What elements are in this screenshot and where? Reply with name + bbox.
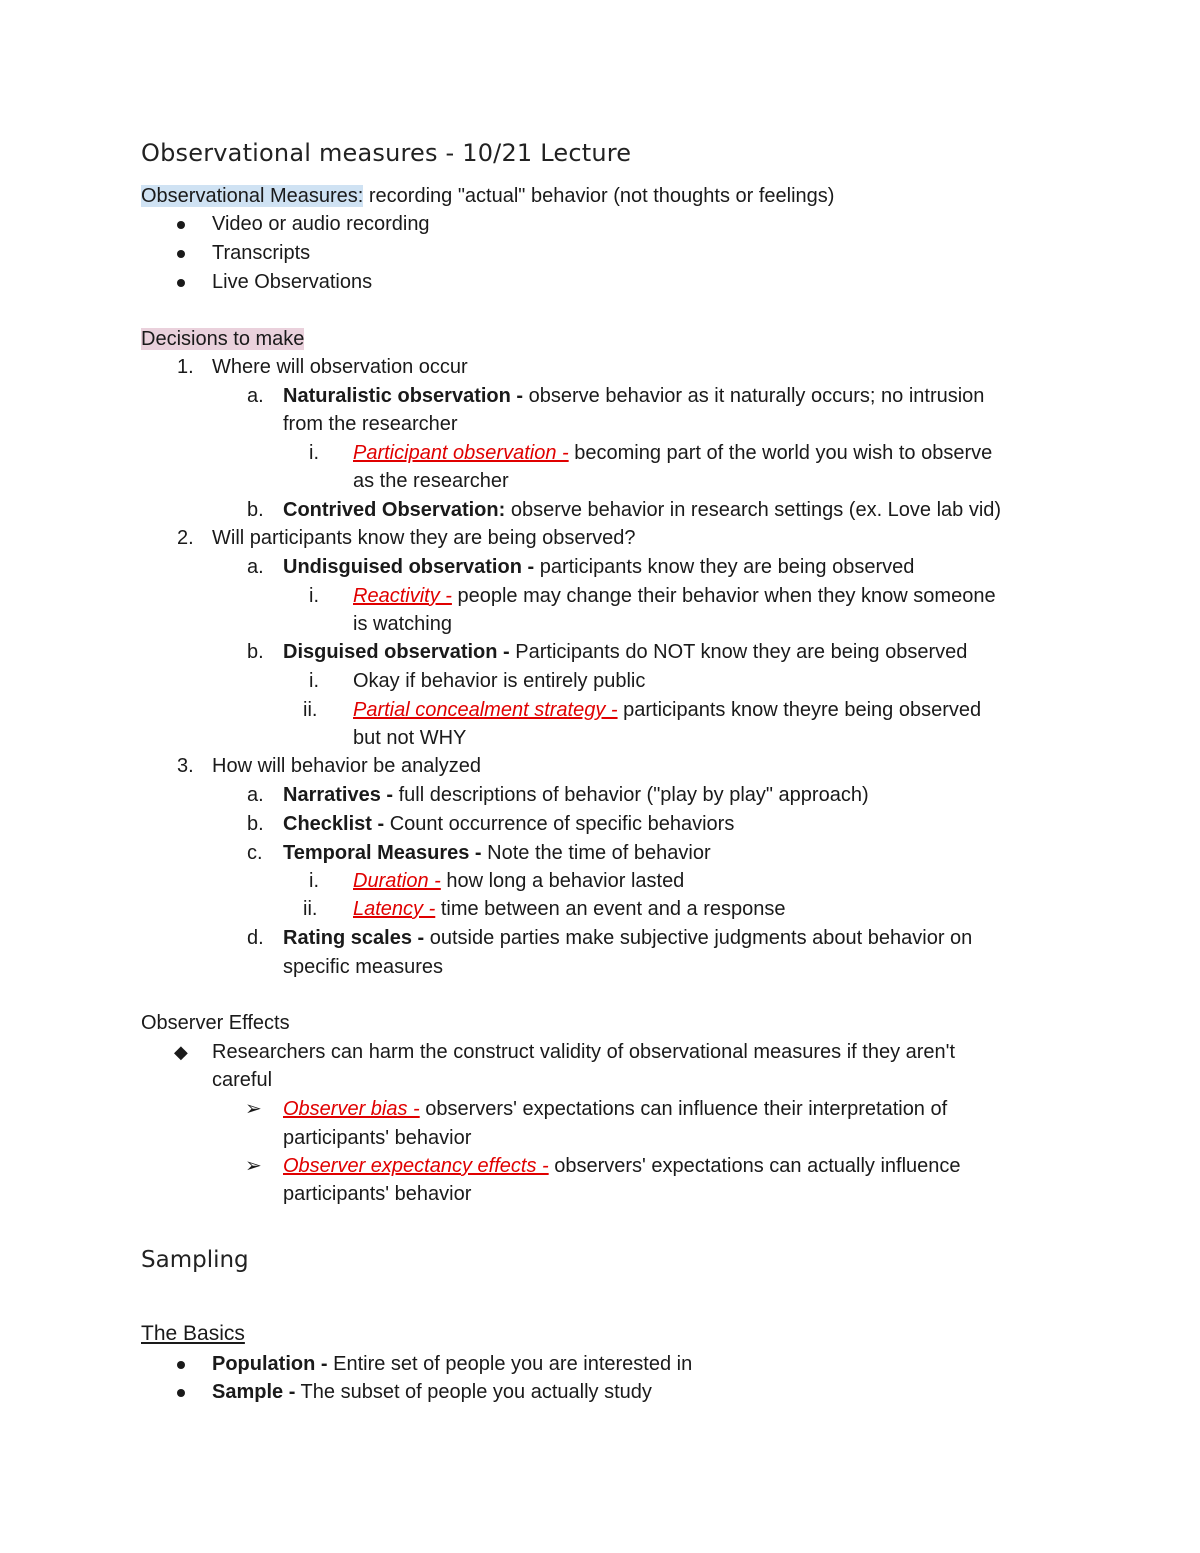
- sampling-heading: Sampling: [141, 1247, 249, 1273]
- narratives-line: Narratives - full descriptions of behavior ("play by play" approach): [283, 784, 869, 806]
- reactivity-line-2: is watching: [353, 613, 452, 635]
- list-item: Transcripts: [212, 242, 311, 264]
- population-line: Population - Entire set of people you are interested in: [212, 1353, 693, 1375]
- question-2: Will participants know they are being observed?: [212, 527, 636, 549]
- list-letter: a.: [247, 385, 264, 407]
- naturalistic-line-2: from the researcher: [283, 413, 458, 435]
- list-letter: a.: [247, 556, 264, 578]
- contrived-line: Contrived Observation: observe behavior in research settings (ex. Love lab vid): [283, 499, 1002, 521]
- list-roman: ii.: [303, 699, 318, 721]
- page-title: Observational measures - 10/21 Lecture: [141, 139, 632, 167]
- list-item: Live Observations: [212, 271, 373, 293]
- list-letter: b.: [247, 813, 264, 835]
- observer-text-line: Researchers can harm the construct validity of observational measures if they aren't: [212, 1041, 956, 1063]
- disguised-line: Disguised observation - Participants do NOT know they are being observed: [283, 641, 968, 663]
- list-letter: b.: [247, 499, 264, 521]
- diamond-bullet-icon: ◆: [174, 1042, 188, 1062]
- list-letter: b.: [247, 641, 264, 663]
- list-item: Video or audio recording: [212, 213, 430, 235]
- list-letter: c.: [247, 842, 263, 864]
- obs-def: recording "actual" behavior (not thoughts or feelings): [363, 185, 835, 207]
- bullet-icon: [177, 268, 185, 296]
- participant-line-2: as the researcher: [353, 470, 509, 492]
- checklist-line: Checklist - Count occurrence of specific behaviors: [283, 813, 735, 835]
- list-number: 1.: [177, 356, 194, 378]
- list-number: 2.: [177, 527, 194, 549]
- list-roman: i.: [309, 670, 319, 692]
- decisions-heading: Decisions to make: [141, 328, 305, 350]
- latency-line: Latency - time between an event and a response: [353, 898, 786, 920]
- participant-line: Participant observation - becoming part of the world you wish to observe: [353, 442, 993, 464]
- obs-definition-line: [141, 182, 834, 210]
- question-3: How will behavior be analyzed: [212, 755, 482, 777]
- observer-bias-line-2: participants' behavior: [283, 1127, 472, 1149]
- public-line: Okay if behavior is entirely public: [353, 670, 646, 692]
- question-1: Where will observation occur: [212, 356, 468, 378]
- partial-line-2: but not WHY: [353, 727, 467, 749]
- observer-expectancy-line: Observer expectancy effects - observers' expectations can actually influence: [283, 1155, 961, 1177]
- arrow-bullet-icon: ➢: [245, 1155, 262, 1177]
- bullet-icon: [177, 210, 185, 238]
- partial-line: Partial concealment strategy - participants know theyre being observed: [353, 699, 982, 721]
- reactivity-line: Reactivity - people may change their behavior when they know someone: [353, 585, 996, 607]
- observer-heading: Observer Effects: [141, 1012, 290, 1034]
- bullet-icon: [177, 1378, 185, 1406]
- naturalistic-line: Naturalistic observation - observe behavior as it naturally occurs; no intrusion: [283, 385, 985, 407]
- duration-line: Duration - how long a behavior lasted: [353, 870, 685, 892]
- basics-heading: The Basics: [141, 1322, 245, 1345]
- sample-line: Sample - The subset of people you actually study: [212, 1381, 652, 1403]
- temporal-line: Temporal Measures - Note the time of behavior: [283, 842, 711, 864]
- observer-expectancy-line-2: participants' behavior: [283, 1183, 472, 1205]
- rating-line-2: specific measures: [283, 956, 444, 978]
- list-letter: d.: [247, 927, 264, 949]
- list-roman: ii.: [303, 898, 318, 920]
- bullet-icon: [177, 1350, 185, 1378]
- arrow-bullet-icon: ➢: [245, 1098, 262, 1120]
- observer-bias-line: Observer bias - observers' expectations can influence their interpretation of: [283, 1098, 948, 1120]
- bullet-icon: [177, 239, 185, 267]
- list-roman: i.: [309, 870, 319, 892]
- list-number: 3.: [177, 755, 194, 777]
- rating-line: Rating scales - outside parties make subjective judgments about behavior on: [283, 927, 973, 949]
- obs-label: Observational Measures:: [141, 185, 364, 207]
- observer-text-line-2: careful: [212, 1069, 273, 1091]
- list-roman: i.: [309, 442, 319, 464]
- undisguised-line: Undisguised observation - participants know they are being observed: [283, 556, 915, 578]
- list-roman: i.: [309, 585, 319, 607]
- list-letter: a.: [247, 784, 264, 806]
